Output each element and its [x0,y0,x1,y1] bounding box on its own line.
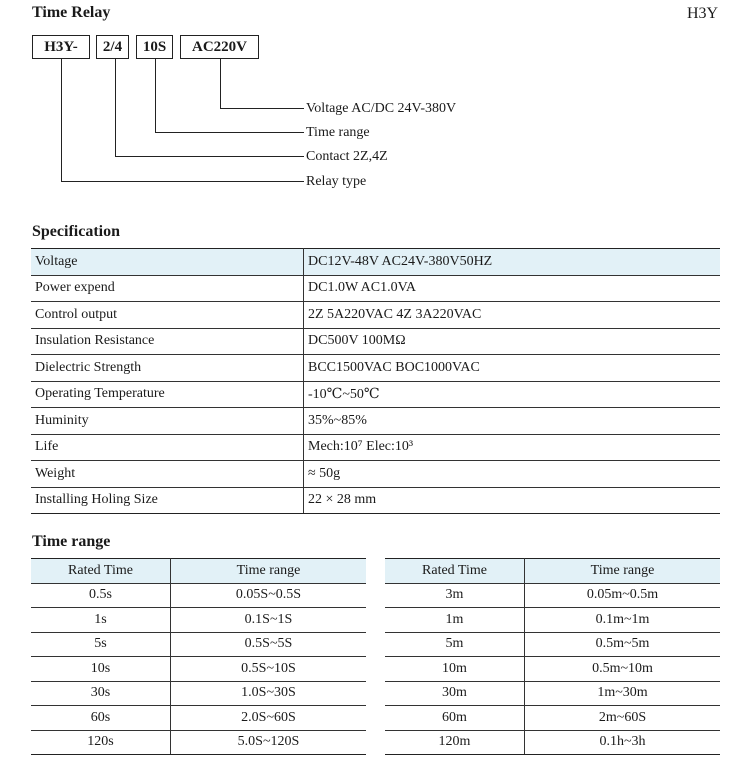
table-row [385,706,720,731]
spec-key: Control output [31,302,304,329]
time-range-table-left [31,558,366,755]
spec-key: Dielectric Strength [31,355,304,382]
time-range-cell: 0.1S~1S [171,608,367,633]
spec-value: DC12V-48V AC24V-380V50HZ [304,249,721,276]
table-row [31,608,366,633]
time-range-table-right [385,558,720,755]
table-row [31,275,720,302]
spec-value: DC1.0W AC1.0VA [304,275,721,302]
spec-value: 2Z 5A220VAC 4Z 3A220VAC [304,302,721,329]
time-range-title: Time range [32,533,111,550]
spec-value: DC500V 100MΩ [304,328,721,355]
spec-value: BCC1500VAC BOC1000VAC [304,355,721,382]
header-time-range: Time range [171,559,367,584]
table-row [385,657,720,682]
spec-key: Insulation Resistance [31,328,304,355]
table-header-row [31,559,366,584]
table-row [31,302,720,329]
table-row [385,681,720,706]
table-row [31,381,720,408]
model-name: H3Y [687,5,719,22]
header-rated-time: Rated Time [31,559,171,584]
time-range-cell: 0.5S~5S [171,632,367,657]
time-range-cell: 2.0S~60S [171,706,367,731]
spec-key: Huminity [31,408,304,435]
spec-value: ≈ 50g [304,461,721,488]
header-rated-time: Rated Time [385,559,525,584]
rated-time-cell: 1m [385,608,525,633]
connector-line [115,59,116,157]
time-range-cell: 0.1m~1m [525,608,721,633]
connector-line [61,181,304,182]
table-row [31,657,366,682]
table-row [31,730,366,755]
label-time-range: Time range [306,125,370,140]
connector-line [155,132,304,133]
time-range-cell: 0.5m~5m [525,632,721,657]
time-range-cell: 5.0S~120S [171,730,367,755]
rated-time-cell: 10s [31,657,171,682]
table-row [31,434,720,461]
code-part-voltage: AC220V [180,35,259,59]
label-contact: Contact 2Z,4Z [306,149,388,164]
rated-time-cell: 10m [385,657,525,682]
rated-time-cell: 1s [31,608,171,633]
table-row [385,730,720,755]
rated-time-cell: 120s [31,730,171,755]
table-row [31,487,720,514]
specification-title: Specification [32,223,120,240]
table-header-row [385,559,720,584]
table-row [385,583,720,608]
spec-value: 35%~85% [304,408,721,435]
spec-key: Operating Temperature [31,381,304,408]
spec-key: Voltage [31,249,304,276]
rated-time-cell: 60m [385,706,525,731]
table-row [31,408,720,435]
connector-line [220,59,221,109]
rated-time-cell: 30m [385,681,525,706]
table-row [31,461,720,488]
spec-key: Installing Holing Size [31,487,304,514]
connector-line [155,59,156,133]
time-range-cell: 0.05m~0.5m [525,583,721,608]
table-row [31,632,366,657]
table-row [385,608,720,633]
rated-time-cell: 30s [31,681,171,706]
code-part-relay-type: H3Y- [32,35,90,59]
label-relay-type: Relay type [306,174,367,189]
label-voltage: Voltage AC/DC 24V-380V [306,101,457,116]
spec-value: -10℃~50℃ [304,381,721,408]
connector-line [220,108,304,109]
page-title: Time Relay [32,4,111,21]
rated-time-cell: 3m [385,583,525,608]
rated-time-cell: 5s [31,632,171,657]
table-row [385,632,720,657]
time-range-cell: 2m~60S [525,706,721,731]
rated-time-cell: 5m [385,632,525,657]
connector-line [115,156,304,157]
time-range-cell: 0.1h~3h [525,730,721,755]
header-time-range: Time range [525,559,721,584]
spec-key: Weight [31,461,304,488]
table-row [31,355,720,382]
rated-time-cell: 120m [385,730,525,755]
time-range-cell: 1.0S~30S [171,681,367,706]
time-range-cell: 0.5m~10m [525,657,721,682]
table-row [31,328,720,355]
spec-key: Life [31,434,304,461]
table-row [31,681,366,706]
rated-time-cell: 60s [31,706,171,731]
connector-line [61,59,62,182]
specification-table [31,248,720,514]
table-row [31,706,366,731]
code-part-time-range: 10S [136,35,173,59]
spec-value: 22 × 28 mm [304,487,721,514]
spec-value: Mech:10⁷ Elec:10³ [304,434,721,461]
rated-time-cell: 0.5s [31,583,171,608]
time-range-cell: 0.5S~10S [171,657,367,682]
table-row [31,249,720,276]
time-range-cell: 0.05S~0.5S [171,583,367,608]
time-range-cell: 1m~30m [525,681,721,706]
table-row [31,583,366,608]
code-part-contact: 2/4 [96,35,129,59]
spec-key: Power expend [31,275,304,302]
